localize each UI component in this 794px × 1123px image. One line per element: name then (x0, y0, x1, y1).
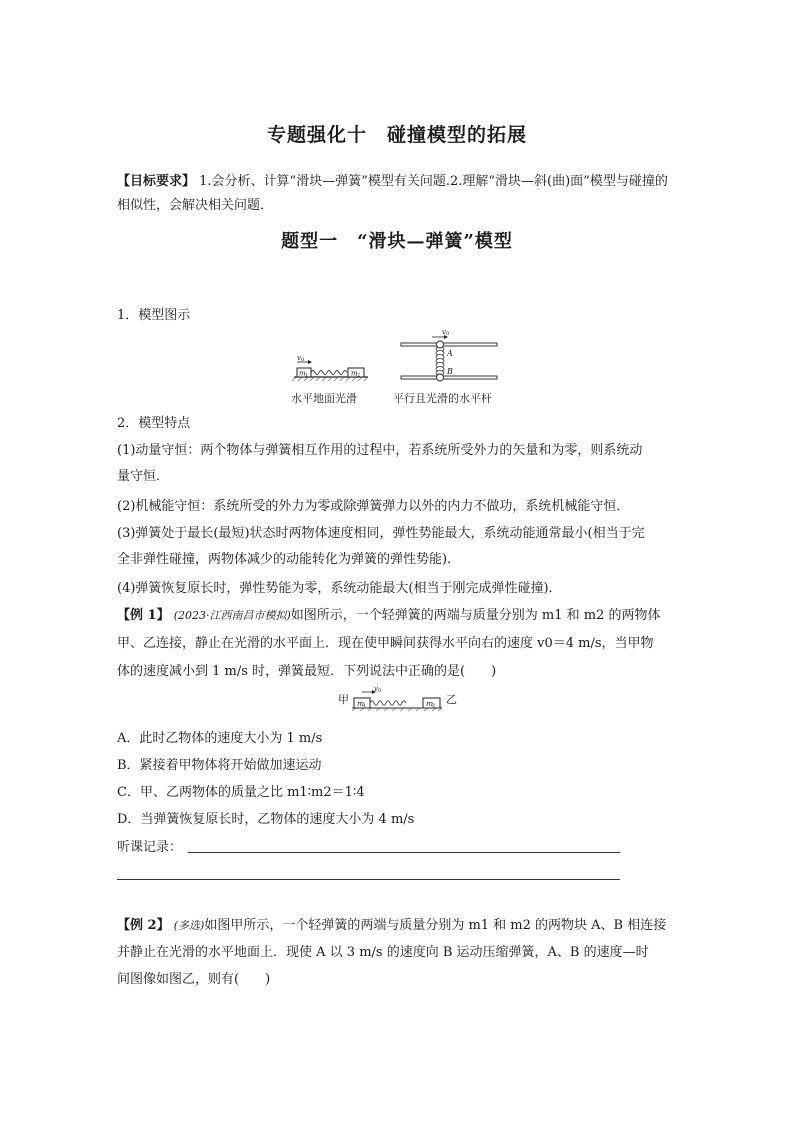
example2-line3: 间图像如图乙，则有( ) (117, 972, 271, 987)
example1-option-a: A．此时乙物体的速度大小为 1 m/s (117, 731, 323, 746)
ex1-fig-m2-sub: 2 (432, 703, 436, 709)
example2-line2: 并静止在光滑的水平地面上．现使 A 以 3 m/s 的速度向 B 运动压缩弹簧，A、B 的速度—时 (117, 945, 649, 960)
example1-figure (338, 685, 462, 713)
example1-line2: 甲、乙连接，静止在光滑的水平面上．现在使甲瞬间获得水平向右的速度 v0＝4 m/s，当甲物 (117, 636, 654, 651)
fig2-velocity-sub: 0 (446, 331, 450, 337)
notes-line[interactable] (117, 879, 620, 880)
fig2-label-b: B (447, 367, 453, 376)
feature-line: (1)动量守恒：两个物体与弹簧相互作用的过程中，若系统所受外力的矢量和为零，则系统动 (117, 443, 643, 458)
fig2-velocity-label: v (442, 328, 446, 336)
fig1-block1-label: m (299, 369, 306, 378)
ex1-fig-m1-sub: 1 (363, 703, 367, 709)
fig2-label-a: A (447, 349, 453, 358)
example2-line1 (117, 914, 666, 933)
ex1-fig-m1: m (357, 699, 365, 708)
fig1-block1-sub: 1 (305, 372, 309, 379)
section-title: 题型一 “滑块—弹簧”模型 (281, 231, 513, 252)
example1-option-c: C．甲、乙两物体的质量之比 m1∶m2＝1∶4 (117, 785, 365, 800)
ex1-fig-velocity-sub: 0 (378, 688, 382, 694)
figure-block-spring-ground (290, 350, 372, 392)
notes-label: 听课记录： (117, 840, 183, 855)
example1-option-d: D．当弹簧恢复原长时，乙物体的速度大小为 4 m/s (117, 812, 415, 827)
ex1-fig-velocity-label: v (374, 685, 378, 693)
ex1-fig-left-label: 甲 (338, 693, 349, 706)
example1-tag: 【例 1】 (117, 608, 170, 623)
example2-source: (多选) (173, 919, 205, 932)
feature-line: (3)弹簧处于最长(最短)状态时两物体速度相同，弹性势能最大，系统动能通常最小(相当于完 (117, 526, 645, 541)
figure2-caption: 平行且光滑的水平杆 (393, 392, 492, 405)
fig1-block2-sub: 2 (357, 372, 361, 379)
feature-line: 量守恒． (117, 469, 170, 484)
example2-tag: 【例 2】 (117, 918, 170, 933)
feature-line: (4)弹簧恢复原长时，弹性势能为零，系统动能最大(相当于刚完成弹性碰撞)． (117, 581, 562, 596)
fig1-velocity-label: v (297, 354, 301, 362)
example1-option-b: B．紧接着甲物体将开始做加速运动 (117, 758, 322, 773)
feature-line: (2)机械能守恒：系统所受的外力为零或除弹簧弹力以外的内力不做功，系统机械能守恒． (117, 499, 630, 514)
example1-line1 (117, 604, 661, 623)
feature-line: 全非弹性碰撞，两物体减少的动能转化为弹簧的弹性势能)． (117, 552, 461, 567)
learning-goals (117, 170, 679, 218)
fig1-block2-label: m (351, 369, 358, 378)
notes-line[interactable] (188, 852, 620, 853)
features-heading: 2．模型特点 (117, 416, 191, 431)
figure1-caption: 水平地面光滑 (291, 392, 357, 405)
example1-source: (2023·江西南昌市模拟) (173, 609, 291, 622)
example2-text: 如图甲所示，一个轻弹簧的两端与质量分别为 m1 和 m2 的两物块 A、B 相连接 (204, 918, 667, 933)
model-figure-heading: 1．模型图示 (117, 308, 191, 323)
page-title: 专题强化十 碰撞模型的拓展 (266, 124, 527, 146)
fig1-velocity-sub: 0 (301, 357, 305, 363)
goals-text: 1.会分析、计算“滑块—弹簧”模型有关问题.2.理解“滑块—斜(曲)面”模型与碰撞的相似性，会解决相关问题． (117, 174, 668, 213)
goals-tag: 【目标要求】 (117, 174, 196, 189)
ex1-fig-right-label: 乙 (446, 693, 457, 706)
ex1-fig-m2: m (426, 699, 434, 708)
example1-text: 如图所示，一个轻弹簧的两端与质量分别为 m1 和 m2 的两物体 (290, 608, 661, 623)
figure-parallel-rods (398, 327, 502, 387)
example1-line3: 体的速度减小到 1 m/s 时，弹簧最短．下列说法中正确的是( ) (117, 664, 497, 679)
